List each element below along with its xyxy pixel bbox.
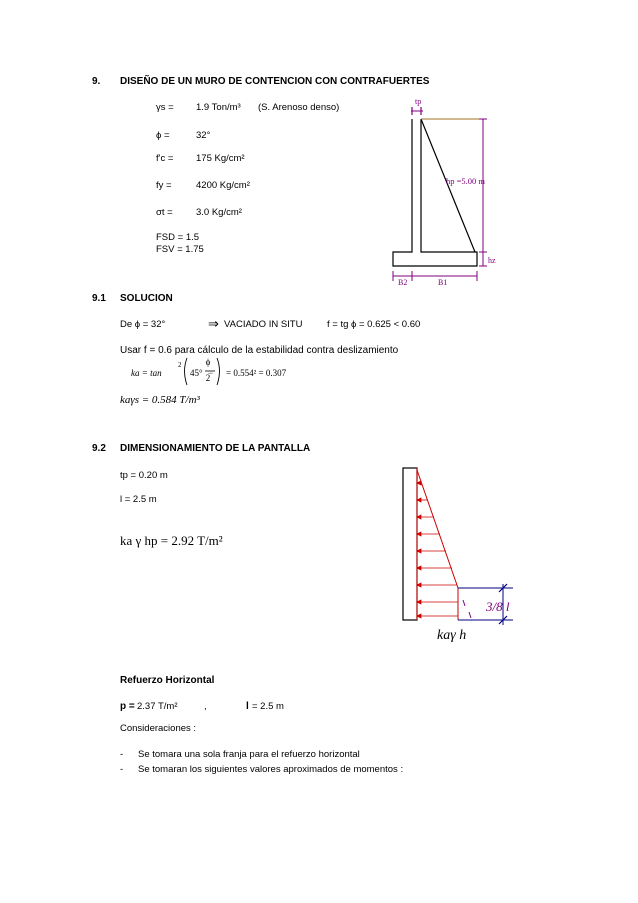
consideraciones-heading: Consideraciones : [120,723,197,734]
wall-outline [393,119,477,266]
b1-label: B1 [438,278,448,287]
implies-arrow-icon: ⇒ [208,316,219,331]
section-9-number: 9. [92,76,101,87]
refuerzo-title: Refuerzo Horizontal [120,675,215,686]
pressure-equation: ka γ hp = 2.92 T/m² [120,533,223,548]
friction-text: f = tg ϕ = 0.625 < 0.60 [327,319,421,330]
hz-label: hz [488,256,496,265]
kagamma-equation: kaγs = 0.584 T/m³ [120,394,200,406]
fsv-line: FSV = 1.75 [156,244,204,255]
bullet-dash: - [120,749,124,760]
solution-phi-text: De ϕ = 32° [120,319,166,330]
section-91-number: 9.1 [92,293,106,304]
param-gamma-value: 1.9 Ton/m³ [196,102,241,113]
ka-fraction-num: ϕ [205,357,211,367]
hp-label: hp =5.00 m [446,176,486,186]
vaciado-text: VACIADO IN SITU [224,319,303,330]
tp-label: tp [415,97,422,106]
pressure-slope [417,470,458,588]
param-fc-value: 175 Kg/cm² [196,153,245,164]
l-label: l [246,701,249,712]
tp-value: tp = 0.20 m [120,470,168,481]
friction-note: Usar f = 0.6 para cálculo de la estabilidad contra deslizamiento [120,345,399,356]
ka-exponent: 2 [178,361,182,369]
param-fc-symbol: f'c = [156,153,174,164]
section-9-title: DISEÑO DE UN MURO DE CONTENCION CON CONTRAFUERTES [120,76,430,87]
ratio-label: 3/8 l [486,599,510,614]
bullet-item: Se tomara una sola franja para el refuerzo horizontal [138,749,360,760]
pressure-diagram [395,468,520,643]
wall-section [403,468,417,620]
l-value-2: = 2.5 m [252,701,284,712]
bullet-dash: - [120,764,124,775]
b2-label: B2 [398,278,408,287]
ka-equation-lhs: ka = tan [131,368,162,378]
p-value: 2.37 T/m² [137,701,178,712]
p-label: p = [120,701,135,712]
ka-fraction-den: 2 [205,373,211,383]
retaining-wall-diagram [385,92,505,292]
pressure-arrows [417,481,458,618]
param-fy-symbol: fy = [156,180,172,191]
ka-angle: 45° [190,368,203,378]
section-92-title: DIMENSIONAMIENTO DE LA PANTALLA [120,443,311,454]
param-gamma-symbol: γs = [156,102,174,113]
ka-minus-visible: − [208,368,214,378]
param-gamma-note: (S. Arenoso denso) [258,102,340,113]
pressure-k-label: kaγ h [437,628,467,643]
section-91-title: SOLUCION [120,293,173,304]
param-phi-value: 32° [196,130,211,141]
section-92-number: 9.2 [92,443,106,454]
p-separator: , [204,701,207,712]
param-sigma-symbol: σt = [156,207,173,218]
l-value: l = 2.5 m [120,494,157,505]
param-fy-value: 4200 Kg/cm² [196,180,250,191]
ka-equation-rhs: = 0.554² = 0.307 [226,368,287,378]
param-phi-symbol: ϕ = [156,130,170,141]
bullet-item: Se tomaran los siguientes valores aproximados de momentos : [138,764,404,775]
fsd-line: FSD = 1.5 [156,232,200,243]
param-sigma-value: 3.0 Kg/cm² [196,207,242,218]
